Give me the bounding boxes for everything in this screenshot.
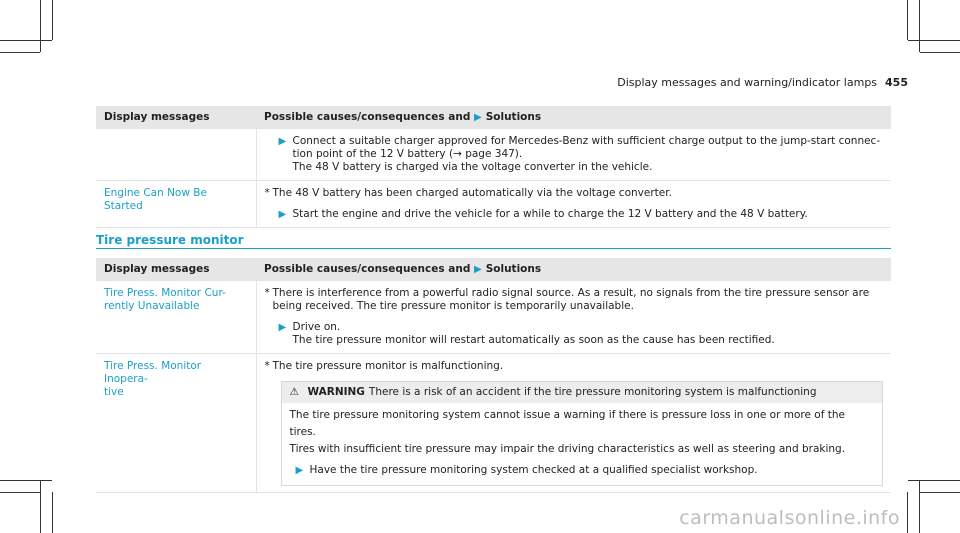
solutions-arrow-icon: ▶	[474, 112, 482, 123]
crop-mark	[40, 0, 41, 52]
step-arrow-icon: ▶	[295, 465, 304, 476]
message-tire-monitor-unavailable: Tire Press. Monitor Cur- rently Unavailable	[96, 281, 256, 354]
section-divider	[96, 248, 891, 249]
crop-mark	[0, 40, 52, 41]
step-arrow-icon: ▶	[278, 136, 287, 147]
col-header-causes: Possible causes/consequences and ▶ Solutions	[256, 106, 891, 129]
crop-mark	[0, 480, 52, 481]
crop-mark	[920, 492, 960, 493]
crop-mark	[0, 52, 40, 53]
warning-headline: There is a risk of an accident if the tire pressure monitoring system is malfunctioning	[368, 386, 817, 398]
solution-step: ▶ Start the engine and drive the vehicle for a while to charge the 12 V battery and the 48 V battery.	[278, 208, 808, 220]
message-engine-can-now-be-started: Engine Can Now Be Started	[96, 181, 256, 228]
crop-mark	[0, 492, 40, 493]
cause-text: * There is interference from a powerful radio signal source. As a result, no signals from the tire pressure sensor are being received. The tire pressure monitor is temporarily unavailable.	[264, 287, 870, 312]
watermark: carmanualsonline.info	[679, 507, 900, 529]
crop-mark	[907, 492, 908, 533]
cause-text: * The 48 V battery has been charged automatically via the voltage converter.	[264, 187, 672, 199]
warning-body: The tire pressure monitoring system cannot issue a warning if there is pressure loss in one or more of the tires. Tires with insufficient tire pressure may impair the driving characteristics as well as steering and braking. ▶ Have the tire pressure monitoring system checked at a qualified specialist workshop.	[282, 403, 883, 485]
message-cell	[96, 129, 256, 181]
crop-mark	[52, 0, 53, 40]
warning-box	[281, 381, 884, 486]
page-number: 455	[885, 76, 908, 89]
section-title: Tire pressure monitor	[96, 233, 244, 247]
solutions-arrow-icon: ▶	[474, 264, 482, 275]
cause-cell	[256, 129, 891, 181]
cause-cell	[256, 281, 891, 354]
crop-mark	[919, 0, 920, 52]
crop-mark	[908, 40, 960, 41]
table-row	[96, 181, 891, 228]
crop-mark	[40, 481, 41, 533]
cause-cell	[256, 181, 891, 228]
table-row	[96, 129, 891, 181]
messages-table-top	[96, 106, 891, 228]
solution-step: ▶ Have the tire pressure monitoring system checked at a qualified specialist workshop.	[290, 462, 875, 479]
cause-text: * The tire pressure monitor is malfunctioning.	[264, 360, 504, 372]
solution-step: ▶ Connect a suitable charger approved for Mercedes-Benz with sufficient charge output to the jump-start connec- tion point of the 12 V battery (→ page 347). The 48 V battery is charged via the voltage converter in the vehicle.	[278, 135, 881, 173]
table-row	[96, 354, 891, 493]
step-arrow-icon: ▶	[278, 322, 287, 333]
header-title: Display messages and warning/indicator lamps	[617, 76, 878, 89]
warning-label: WARNING	[307, 386, 365, 398]
col-header-messages: Display messages	[96, 106, 256, 129]
message-tire-monitor-inoperative: Tire Press. Monitor Inopera- tive	[96, 354, 256, 493]
table-row	[96, 281, 891, 354]
solution-step: ▶ Drive on. The tire pressure monitor will restart automatically as soon as the cause has been rectified.	[278, 321, 775, 346]
crop-mark	[52, 492, 53, 533]
messages-table-tire	[96, 258, 891, 493]
crop-mark	[919, 481, 920, 533]
crop-mark	[907, 0, 908, 40]
cause-cell	[256, 354, 891, 493]
page-header	[617, 76, 908, 89]
col-header-causes: Possible causes/consequences and ▶ Solutions	[256, 258, 891, 281]
step-arrow-icon: ▶	[278, 209, 287, 220]
warning-header	[282, 382, 883, 403]
crop-mark	[920, 52, 960, 53]
crop-mark	[908, 480, 960, 481]
col-header-messages: Display messages	[96, 258, 256, 281]
warning-triangle-icon: ⚠	[289, 386, 299, 398]
